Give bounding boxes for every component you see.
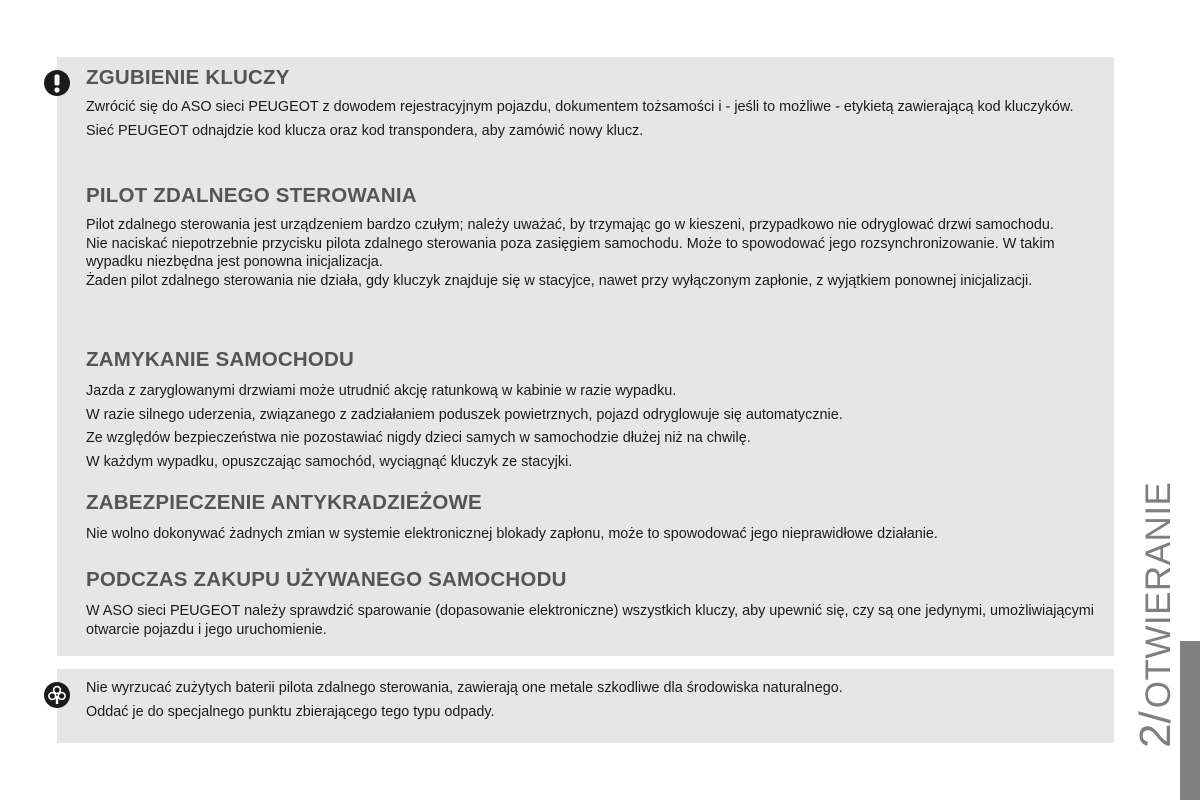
- section-heading: PILOT ZDALNEGO STEROWANIA: [86, 184, 417, 207]
- section-remote-control: [86, 184, 1096, 290]
- section-paragraph: W każdym wypadku, opuszczając samochód, wyciągnąć kluczyk ze stacyjki.: [86, 453, 573, 470]
- section-paragraph: Jazda z zaryglowanymi drzwiami może utrudnić akcję ratunkową w kabinie w razie wypadku.: [86, 383, 677, 399]
- section-heading: ZAMYKANIE SAMOCHODU: [86, 348, 355, 371]
- section-paragraph: Pilot zdalnego sterowania jest urządzeniem bardzo czułym; należy uważać, by trzymając go w kieszeni, przypadkowo nie odryglować drzwi samochodu.: [86, 217, 1054, 233]
- section-paragraph: Ze względów bezpieczeństwa nie pozostawiać nigdy dzieci samych w samochodzie dłużej niż na chwilę.: [86, 430, 751, 446]
- chapter-slash: /: [1131, 711, 1180, 724]
- section-paragraph: W ASO sieci PEUGEOT należy sprawdzić sparowanie (dopasowanie elektroniczne) wszystkich kluczy, aby upewnić się, czy są one jedynymi, umożliwiającymi otwarcie pojazdu i jego uruchomienie.: [86, 603, 1094, 638]
- section-heading: ZABEZPIECZENIE ANTYKRADZIEŻOWE: [86, 491, 482, 514]
- section-heading: ZGUBIENIE KLUCZY: [86, 66, 290, 89]
- exclamation-circle-icon: [43, 69, 71, 97]
- section-paragraph: W razie silnego uderzenia, związanego z zadziałaniem poduszek powietrznych, pojazd odryglowuje się automatycznie.: [86, 406, 843, 423]
- section-paragraph: Zwrócić się do ASO sieci PEUGEOT z dowodem rejestracyjnym pojazdu, dokumentem tożsamości i - jeśli to możliwe - etykietą zawierającą kod kluczyków.: [86, 99, 1074, 115]
- tree-environment-icon: [43, 681, 71, 709]
- section-lost-keys: [86, 66, 1096, 140]
- chapter-number: 2: [1131, 723, 1180, 748]
- section-heading: PODCZAS ZAKUPU UŻYWANEGO SAMOCHODU: [86, 568, 567, 591]
- section-paragraph: Żaden pilot zdalnego sterowania nie działa, gdy kluczyk znajduje się w stacyjce, nawet przy wyłączonym zapłonie, z wyjątkiem ponownej inicjalizacji.: [86, 272, 1033, 289]
- section-anti-theft: [86, 491, 1096, 544]
- section-used-car-purchase: [86, 568, 1096, 639]
- chapter-title: OTWIERANIE: [1139, 481, 1178, 709]
- environment-paragraph: Oddać je do specjalnego punktu zbierającego tego typu odpady.: [86, 703, 495, 720]
- chapter-tab-marker: [1180, 641, 1200, 800]
- section-paragraph: Nie naciskać niepotrzebnie przycisku pilota zdalnego sterowania poza zasięgiem samochodu. Może to spowodować jego rozsynchronizowanie. W takim wypadku niezbędna jest ponowna inicjalizacja.: [86, 235, 1055, 270]
- section-paragraph: Nie wolno dokonywać żadnych zmian w systemie elektronicznej blokady zapłonu, może to spowodować jego nieprawidłowe działanie.: [86, 526, 938, 542]
- environment-note: [86, 679, 1096, 721]
- section-locking-car: [86, 348, 1096, 471]
- section-paragraph: Sieć PEUGEOT odnajdzie kod klucza oraz kod transpondera, aby zamówić nowy klucz.: [86, 122, 644, 139]
- environment-paragraph: Nie wyrzucać zużytych baterii pilota zdalnego sterowania, zawierają one metale szkodliwe dla środowiska naturalnego.: [86, 680, 843, 696]
- chapter-side-title: [1131, 481, 1180, 748]
